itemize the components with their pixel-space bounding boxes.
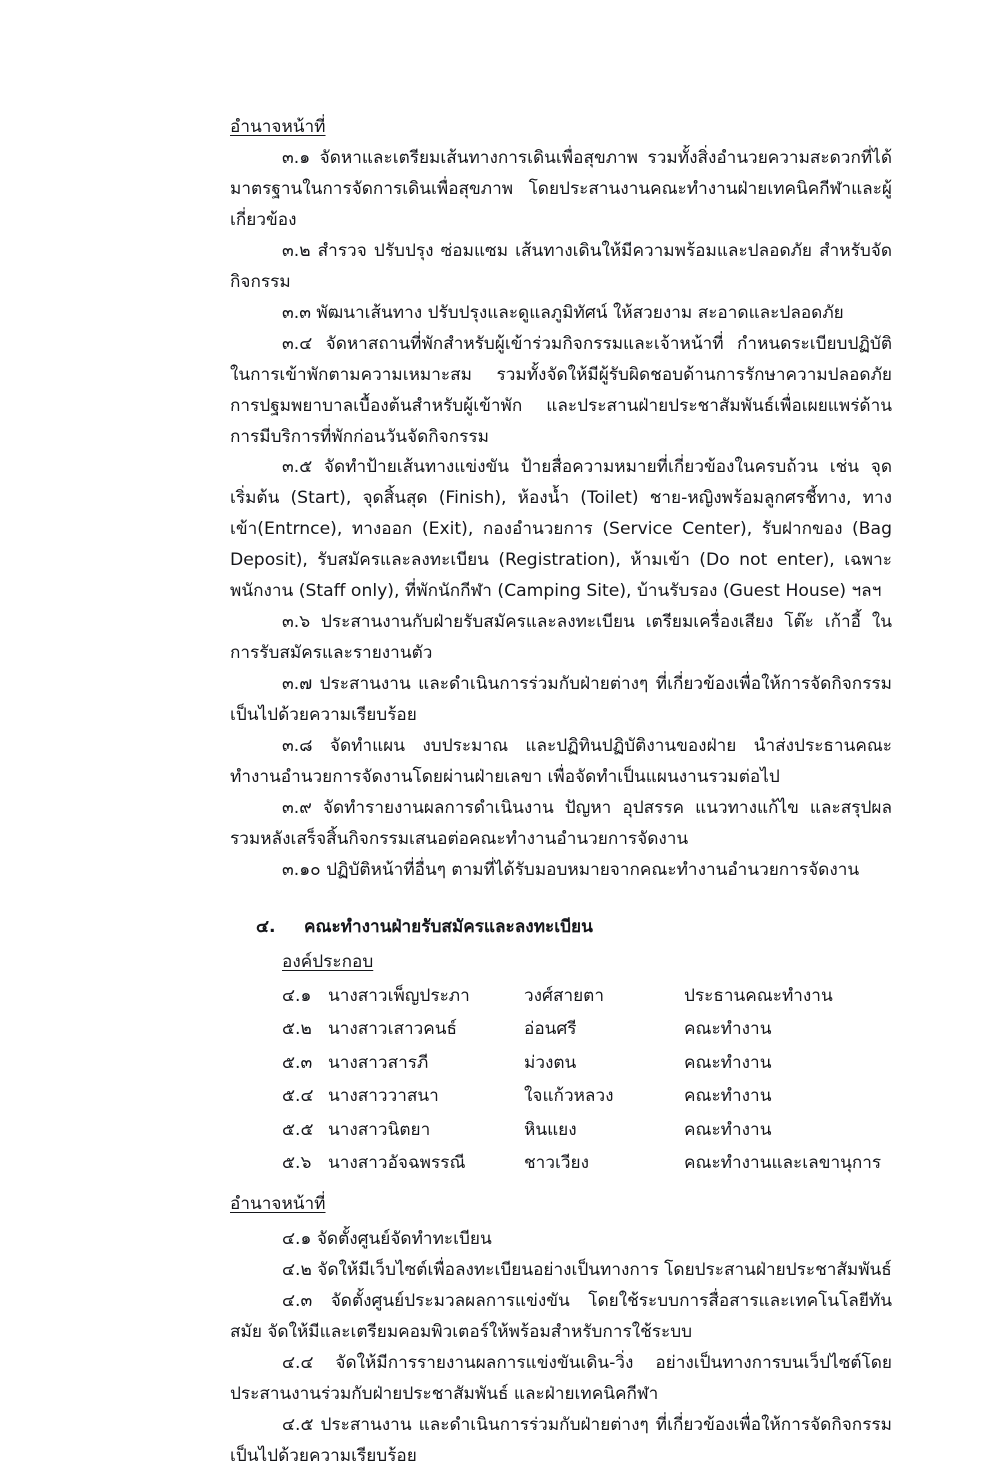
member-surname: หินแยง [524,1119,577,1140]
section4-item: ๔.๔ จัดให้มีการรายงานผลการแข่งขันเดิน-วิ่ง อย่างเป็นทางการบนเว็ปไซต์โดยประสานงานร่วมกับฝ่ายประชาสัมพันธ์ และฝ่ายเทคนิคกีฬา [230,1352,892,1404]
section4-item: ๔.๒ จัดให้มีเว็บไซต์เพื่อลงทะเบียนอย่างเป็นทางการ โดยประสานฝ่ายประชาสัมพันธ์ [282,1259,892,1280]
section4-title: คณะทำงานฝ่ายรับสมัครและลงทะเบียน [304,916,593,937]
member-number: ๔.๑ [282,985,312,1006]
member-role: คณะทำงาน [684,1086,772,1107]
member-surname: ชาวเวียง [524,1153,589,1174]
member-number: ๕.๓ [282,1052,313,1073]
document-body [230,112,892,1472]
table-row [282,1013,892,1047]
section4-duties-heading: อำนาจหน้าที่ [230,1193,326,1214]
member-number: ๕.๒ [282,1019,312,1040]
member-name: นางสาวอัจฉพรรณี [328,1153,466,1174]
section3-item: ๓.๖ ประสานงานกับฝ่ายรับสมัครและลงทะเบียน เตรียมเครื่องเสียง โต๊ะ เก้าอี้ ในการรับสมัครและรายงานตัว [230,612,892,664]
section3-item: ๓.๙ จัดทำรายงานผลการดำเนินงาน ปัญหา อุปสรรค แนวทางแก้ไข และสรุปผลรวมหลังเสร็จสิ้นกิจกรรมเสนอต่อคณะทำงานอำนวยการจัดงาน [230,797,892,849]
member-role: คณะทำงาน [684,1052,772,1073]
section3-item: ๓.๔ จัดหาสถานที่พักสำหรับผู้เข้าร่วมกิจกรรมและเจ้าหน้าที่ กำหนดระเบียบปฏิบัติในการเข้าพักตามความเหมาะสม รวมทั้งจัดให้มีผู้รับผิดชอบด้านการรักษาความปลอดภัย การปฐมพยาบาลเบื้องต้นสำหรับผู้เข้าพัก และประสานฝ่ายประชาสัมพันธ์เพื่อเผยแพร่ด้านการมีบริการที่พักก่อนวันจัดกิจกรรม [230,333,892,447]
section4-item: ๔.๕ ประสานงาน และดำเนินการร่วมกับฝ่ายต่างๆ ที่เกี่ยวข้องเพื่อให้การจัดกิจกรรมเป็นไปด้วยความเรียบร้อย [230,1414,892,1466]
member-surname: ใจแก้วหลวง [524,1086,614,1107]
section4-item: ๔.๓ จัดตั้งศูนย์ประมวลผลการแข่งขัน โดยใช้ระบบการสื่อสารและเทคโนโลยีทันสมัย จัดให้มีและเตรียมคอมพิวเตอร์ให้พร้อมสำหรับการใช้ระบบ [230,1290,892,1342]
section3-item: ๓.๑๐ ปฏิบัติหน้าที่อื่นๆ ตามที่ได้รับมอบหมายจากคณะทำงานอำนวยการจัดงาน [282,859,860,880]
member-name: นางสาวเสาวคนธ์ [328,1019,457,1040]
section3-item: ๓.๕ จัดทำป้ายเส้นทางแข่งขัน ป้ายสื่อความหมายที่เกี่ยวข้องในครบถ้วน เช่น จุดเริ่มต้น (Start), จุดสิ้นสุด (Finish), ห้องน้ำ (Toilet) ชาย-หญิงพร้อมลูกศรชี้ทาง, ทางเข้า(Entrnce), ทางออก (Exit), กองอำนวยการ (Service Center), รับฝากของ (Bag Deposit), รับสมัครและลงทะเบียน (Registration), ห้ามเข้า (Do not enter), เฉพาะพนักงาน (Staff only), ที่พักนักกีฬา (Camping Site), บ้านรับรอง (Guest House) ฯลฯ [230,457,892,602]
member-role: ประธานคณะทำงาน [684,985,833,1006]
member-role: คณะทำงานและเลขานุการ [684,1153,882,1174]
table-row [282,980,892,1014]
table-row [282,1147,892,1181]
member-surname: อ่อนศรี [524,1019,577,1040]
table-row [282,1080,892,1114]
section4-member-list [282,980,892,1181]
table-row [282,1114,892,1148]
section4-heading [256,912,892,943]
section3-item: ๓.๘ จัดทำแผน งบประมาณ และปฏิทินปฏิบัติงานของฝ่าย นำส่งประธานคณะทำงานอำนวยการจัดงานโดยผ่านฝ่ายเลขา เพื่อจัดทำเป็นแผนงานรวมต่อไป [230,736,892,788]
section3-item: ๓.๒ สำรวจ ปรับปรุง ซ่อมแซม เส้นทางเดินให้มีความพร้อมและปลอดภัย สำหรับจัดกิจกรรม [230,240,892,292]
section3-item: ๓.๓ พัฒนาเส้นทาง ปรับปรุงและดูแลภูมิทัศน์ ให้สวยงาม สะอาดและปลอดภัย [282,302,844,323]
section4-duties-list [230,1224,892,1472]
member-surname: ม่วงตน [524,1052,577,1073]
member-role: คณะทำงาน [684,1119,772,1140]
section3-duties-heading: อำนาจหน้าที่ [230,117,326,137]
section3-item: ๓.๗ ประสานงาน และดำเนินการร่วมกับฝ่ายต่างๆ ที่เกี่ยวข้องเพื่อให้การจัดกิจกรรมเป็นไปด้วยความเรียบร้อย [230,674,892,726]
table-row [282,1047,892,1081]
section4-item: ๔.๑ จัดตั้งศูนย์จัดทำทะเบียน [282,1228,492,1249]
member-number: ๕.๕ [282,1119,314,1140]
member-surname: วงศ์สายตา [524,985,604,1006]
member-name: นางสาวสารภี [328,1052,429,1073]
member-number: ๕.๖ [282,1153,312,1174]
section4-composition-heading: องค์ประกอบ [282,951,374,972]
member-number: ๕.๔ [282,1086,314,1107]
member-name: นางสาวเพ็ญประภา [328,985,470,1006]
member-name: นางสาววาสนา [328,1086,439,1107]
member-role: คณะทำงาน [684,1019,772,1040]
member-name: นางสาวนิตยา [328,1119,431,1140]
section3-item: ๓.๑ จัดหาและเตรียมเส้นทางการเดินเพื่อสุขภาพ รวมทั้งสิ่งอำนวยความสะดวกที่ได้มาตรฐานในการจัดการเดินเพื่อสุขภาพ โดยประสานงานคณะทำงานฝ่ายเทคนิคกีฬาและผู้เกี่ยวข้อง [230,147,892,230]
section4-number: ๔. [256,916,276,937]
